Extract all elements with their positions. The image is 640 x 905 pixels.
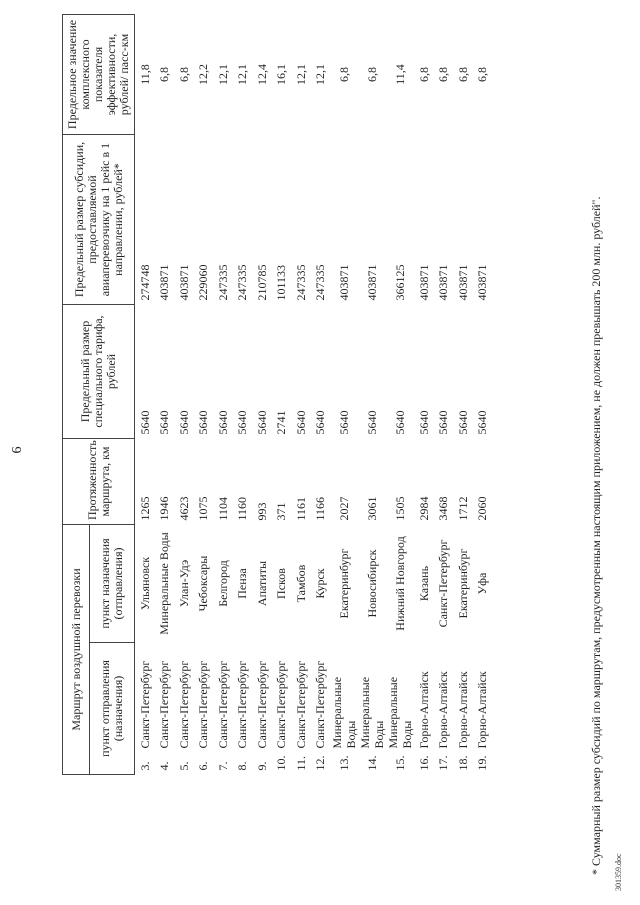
row-number: 11.: [293, 755, 308, 771]
departure-cell: Санкт-Петербург: [176, 660, 191, 749]
length-cell: 1265: [137, 496, 152, 521]
row-number: 19.: [475, 755, 490, 771]
table-row: [213, 15, 233, 775]
length-cell: 2027: [337, 496, 351, 521]
efficiency-cell: 12,1: [215, 64, 230, 85]
destination-cell: Ульяновск: [137, 556, 152, 611]
efficiency-cell: 6,8: [455, 67, 470, 82]
length-cell: 993: [254, 502, 269, 521]
departure-cell: Санкт-Петербург: [274, 660, 289, 749]
tariff-cell: 5640: [235, 410, 250, 435]
subsidy-cell: 247335: [293, 264, 308, 301]
length-cell: 1104: [215, 496, 230, 521]
tariff-cell: 5640: [313, 410, 328, 435]
tariff-cell: 5640: [455, 410, 470, 435]
tariff-cell: 5640: [176, 410, 191, 435]
destination-cell: Казань: [416, 565, 431, 602]
length-cell: 1712: [455, 496, 470, 521]
tariff-cell: 5640: [157, 410, 172, 435]
subsidy-cell: 403871: [337, 264, 351, 301]
subsidy-cell: 403871: [365, 264, 379, 301]
efficiency-cell: 12,1: [313, 64, 328, 85]
table-row: [155, 15, 175, 775]
row-number: 5.: [176, 761, 191, 771]
departure-cell: Санкт-Петербург: [157, 660, 172, 749]
efficiency-cell: 11,4: [393, 64, 407, 85]
destination-cell: Курск: [313, 568, 328, 599]
efficiency-cell: 6,8: [475, 67, 490, 82]
destination-cell: Нижний Новгород: [393, 536, 407, 631]
length-cell: 1161: [293, 496, 308, 521]
departure-cell: Санкт-Петербург: [215, 660, 230, 749]
table-row: [330, 15, 358, 775]
destination-cell: Минеральные Воды: [157, 532, 172, 635]
row-number: 9.: [254, 761, 269, 771]
table-row: [386, 15, 414, 775]
length-cell: 1946: [157, 496, 172, 521]
row-number: 16.: [416, 755, 431, 771]
row-number: 8.: [235, 761, 250, 771]
efficiency-cell: 12,1: [293, 64, 308, 85]
departure-cell: Минеральные Воды: [358, 676, 386, 749]
departure-header: пункт отправления (назначения): [90, 643, 135, 775]
row-number: 14.: [365, 755, 379, 771]
subsidy-cell: 366125: [393, 264, 407, 301]
subsidy-cell: 247335: [235, 264, 250, 301]
row-number: 4.: [157, 761, 172, 771]
efficiency-cell: 6,8: [176, 67, 191, 82]
row-number: 12.: [313, 755, 328, 771]
subsidy-cell: 101133: [274, 264, 289, 301]
destination-cell: Улан-Удэ: [176, 559, 191, 608]
departure-cell: Горно-Алтайск: [416, 671, 431, 749]
page-number: 6: [10, 446, 25, 454]
tariff-cell: 5640: [393, 410, 407, 435]
table-row: [135, 15, 155, 775]
tariff-cell: 5640: [337, 410, 351, 435]
table-row: [252, 15, 272, 775]
tariff-cell: 5640: [137, 410, 152, 435]
subsidy-cell: 274748: [137, 264, 152, 301]
departure-cell: Минеральные Воды: [386, 676, 414, 749]
efficiency-cell: 6,8: [416, 67, 431, 82]
subsidy-cell: 247335: [313, 264, 328, 301]
length-cell: 1166: [313, 496, 328, 521]
subsidy-cell: 403871: [436, 264, 451, 301]
destination-cell: Чебоксары: [196, 555, 211, 612]
tariff-cell: 2741: [274, 410, 289, 435]
footnote: * Суммарный размер субсидий по маршрутам, предусмотренным настоящим приложением, не должен превышать 200 млн. рублей".: [589, 196, 603, 875]
tariff-cell: 5640: [293, 410, 308, 435]
tariff-cell: 5640: [416, 410, 431, 435]
table-row: [473, 15, 493, 775]
efficiency-header: Предельное значение комплексного показателя эффективности, рублей/ пасс-км: [63, 15, 135, 135]
document-reference: 301359.doc: [614, 853, 623, 891]
efficiency-cell: 11,8: [137, 64, 152, 85]
efficiency-cell: 6,8: [365, 67, 379, 82]
row-number: 10.: [274, 755, 289, 771]
destination-cell: Псков: [274, 568, 289, 599]
departure-cell: Санкт-Петербург: [235, 660, 250, 749]
row-number: 17.: [436, 755, 451, 771]
destination-cell: Новосибирск: [365, 549, 379, 618]
length-cell: 1075: [196, 496, 211, 521]
departure-cell: Горно-Алтайск: [436, 671, 451, 749]
tariff-cell: 5640: [196, 410, 211, 435]
efficiency-cell: 12,4: [254, 64, 269, 85]
tariff-cell: 5640: [475, 410, 490, 435]
length-cell: 1505: [393, 496, 407, 521]
departure-cell: Горно-Алтайск: [455, 671, 470, 749]
efficiency-cell: 6,8: [337, 67, 351, 82]
tariff-cell: 5640: [436, 410, 451, 435]
subsidy-header: Предельный размер субсидии, предоставляемой авиаперевозчику на 1 рейс в 1 направлении, рублей*: [63, 135, 135, 305]
table-row: [358, 15, 386, 775]
length-cell: 2060: [475, 496, 490, 521]
row-number: 18.: [455, 755, 470, 771]
subsidy-cell: 210785: [254, 264, 269, 301]
routes-table-body: [135, 15, 493, 775]
departure-cell: Горно-Алтайск: [475, 671, 490, 749]
departure-cell: Минеральные Воды: [330, 676, 358, 749]
row-number: 13.: [337, 755, 351, 771]
efficiency-cell: 6,8: [157, 67, 172, 82]
table-row: [174, 15, 194, 775]
table-row: [291, 15, 311, 775]
tariff-cell: 5640: [215, 410, 230, 435]
length-cell: 1160: [235, 496, 250, 521]
destination-cell: Санкт-Петербург: [436, 539, 451, 628]
destination-header: пункт назначения (отправления): [90, 525, 135, 643]
row-number: 7.: [215, 761, 230, 771]
tariff-header: Предельный размер специального тарифа, рублей: [63, 305, 135, 439]
table-row: [453, 15, 473, 775]
table-row: [311, 15, 331, 775]
destination-cell: Екатеринбург: [455, 548, 470, 619]
efficiency-cell: 16,1: [274, 64, 289, 85]
length-cell: 4623: [176, 496, 191, 521]
subsidy-cell: 403871: [455, 264, 470, 301]
row-number: 3.: [137, 761, 152, 771]
length-cell: 2984: [416, 496, 431, 521]
departure-cell: Санкт-Петербург: [293, 660, 308, 749]
destination-cell: Екатеринбург: [337, 548, 351, 619]
table-row: [194, 15, 214, 775]
routes-table: [62, 14, 492, 775]
table-row: [434, 15, 454, 775]
table-row: [233, 15, 253, 775]
subsidy-cell: 403871: [176, 264, 191, 301]
efficiency-cell: 12,1: [235, 64, 250, 85]
row-number: 15.: [393, 755, 407, 771]
departure-cell: Санкт-Петербург: [313, 660, 328, 749]
destination-cell: Тамбов: [293, 564, 308, 603]
subsidy-cell: 403871: [416, 264, 431, 301]
subsidy-cell: 247335: [215, 264, 230, 301]
table-row: [414, 15, 434, 775]
tariff-cell: 5640: [365, 410, 379, 435]
length-header: Протяженность маршрута, км: [63, 439, 135, 525]
destination-cell: Апатиты: [254, 560, 269, 607]
subsidy-cell: 403871: [157, 264, 172, 301]
departure-cell: Санкт-Петербург: [254, 660, 269, 749]
destination-cell: Уфа: [475, 572, 490, 595]
departure-cell: Санкт-Петербург: [196, 660, 211, 749]
length-cell: 371: [274, 502, 289, 521]
destination-cell: Пенза: [235, 568, 250, 599]
efficiency-cell: 6,8: [436, 67, 451, 82]
efficiency-cell: 12,2: [196, 64, 211, 85]
tariff-cell: 5640: [254, 410, 269, 435]
route-group-header: Маршрут воздушной перевозки: [63, 525, 90, 775]
subsidy-cell: 229060: [196, 264, 211, 301]
departure-cell: Санкт-Петербург: [137, 660, 152, 749]
destination-cell: Белгород: [215, 560, 230, 607]
length-cell: 3061: [365, 496, 379, 521]
subsidy-cell: 403871: [475, 264, 490, 301]
row-number: 6.: [196, 761, 211, 771]
table-row: [272, 15, 292, 775]
length-cell: 3468: [436, 496, 451, 521]
